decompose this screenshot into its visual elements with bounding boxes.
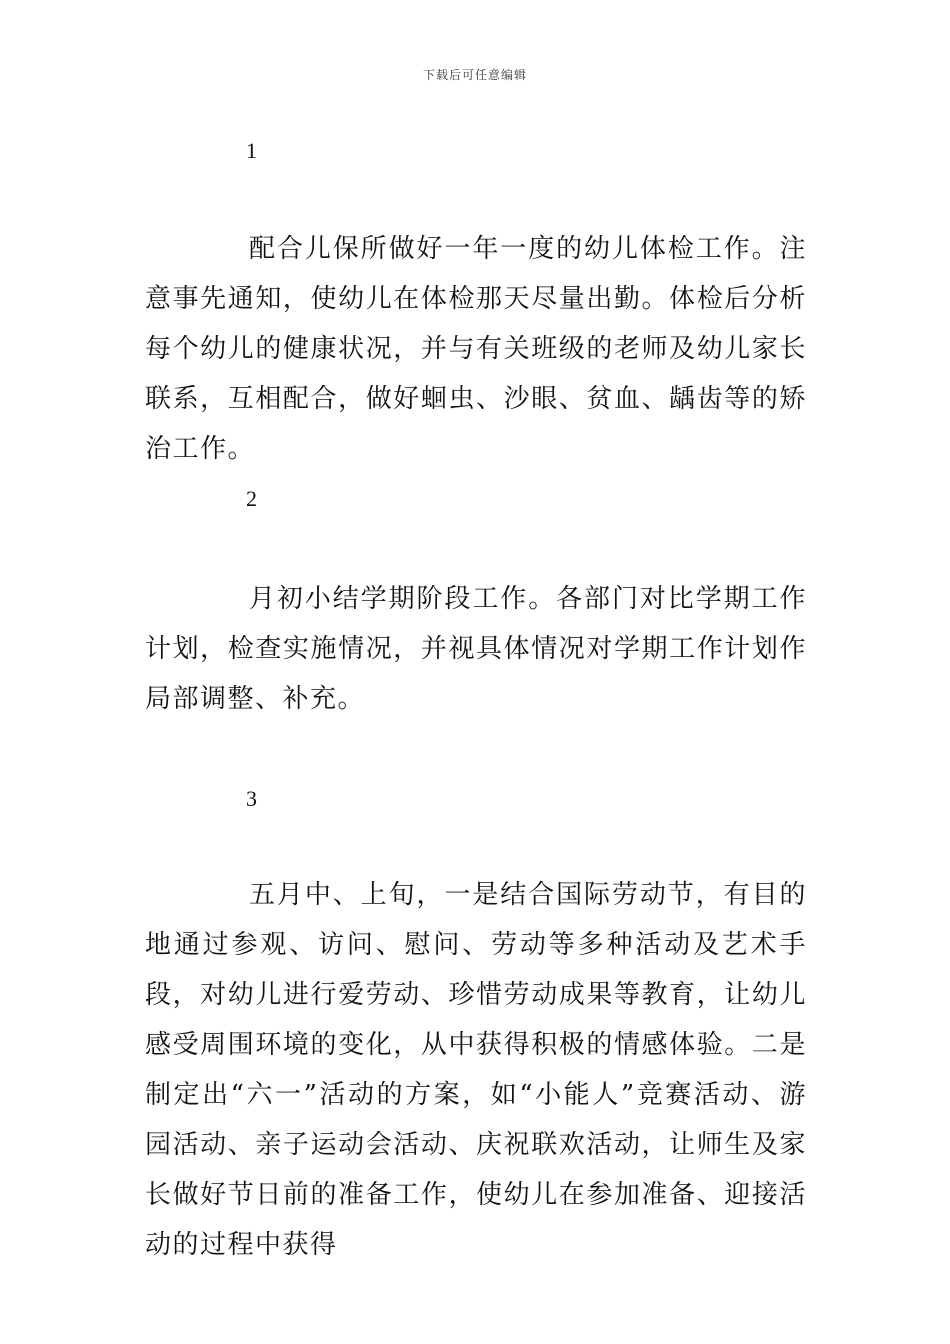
section-paragraph-2: 月初小结学期阶段工作。各部门对比学期工作计划，检查实施情况，并视具体情况对学期工作计划作局部调整、补充。 bbox=[145, 584, 807, 714]
section-number-3: 3 bbox=[246, 786, 257, 811]
section-paragraph-3: 五月中、上旬，一是结合国际劳动节，有目的地通过参观、访问、慰问、劳动等多种活动及艺术手段，对幼儿进行爱劳动、珍惜劳动成果等教育，让幼儿感受周围环境的变化，从中获得积极的情感体验。二是制定出“六一”活动的方案，如“小能人”竞赛活动、游园活动、亲子运动会活动、庆祝联欢活动，让师生及家长做好节日前的准备工作，使幼儿在参加准备、迎接活动的过程中获得 bbox=[145, 880, 807, 1260]
section-paragraph-1: 配合儿保所做好一年一度的幼儿体检工作。注意事先通知，使幼儿在体检那天尽量出勤。体检后分析每个幼儿的健康状况，并与有关班级的老师及幼儿家长联系，互相配合，做好蛔虫、沙眼、贫血、龋齿等的矫治工作。 bbox=[145, 234, 807, 464]
header-note: 下载后可任意编辑 bbox=[422, 68, 527, 82]
section-number-1: 1 bbox=[246, 138, 257, 163]
section-number-2: 2 bbox=[246, 486, 257, 511]
